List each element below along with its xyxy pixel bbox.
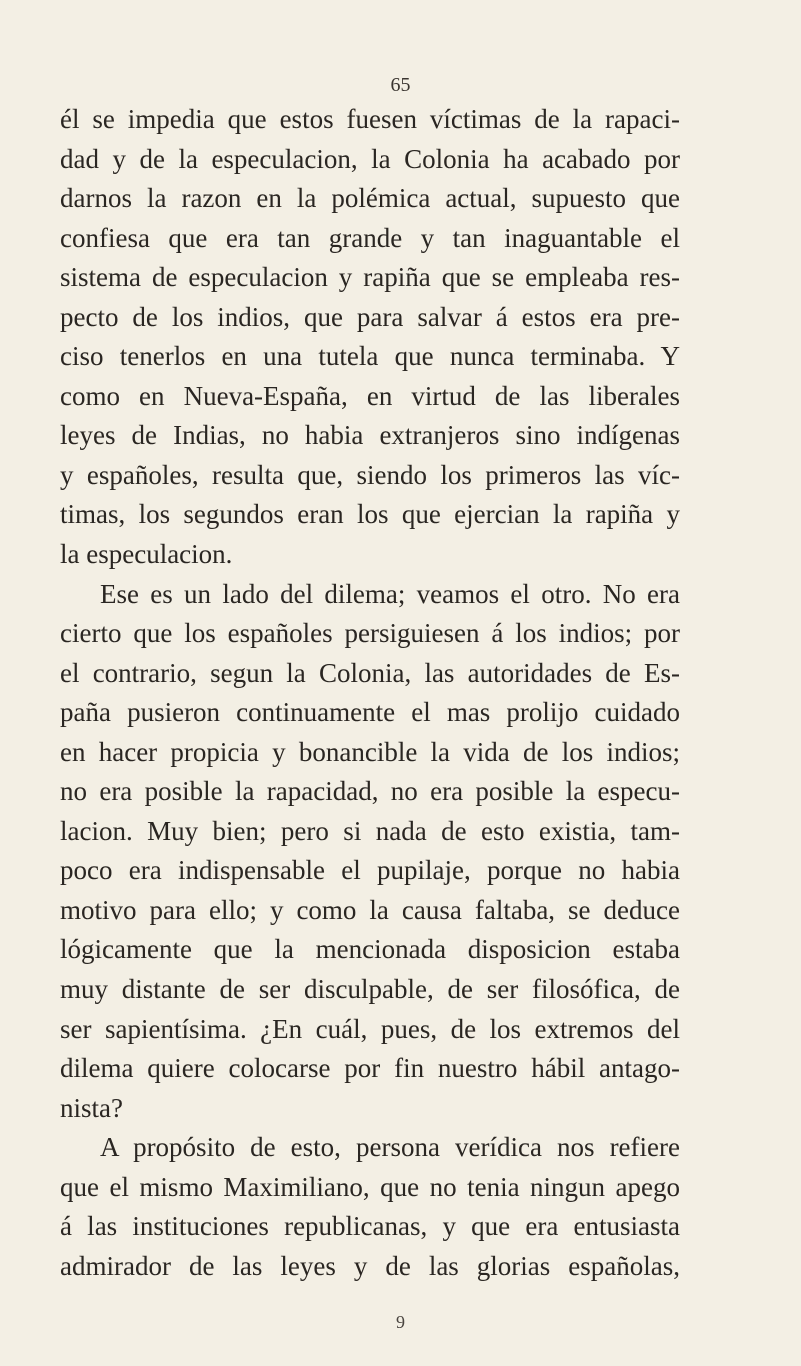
page-number: 65 [390,74,411,96]
text-line: no era posible la rapacidad, no era posible la especu- [60,776,680,807]
text-line: motivo para ello; y como la causa faltaba, se deduce [60,894,680,925]
text-line: darnos la razon en la polémica actual, supuesto que [60,183,680,214]
text-line: pecto de los indios, que para salvar á estos era pre- [60,301,680,332]
text-line: lacion. Muy bien; pero si nada de esto existia, tam- [60,815,680,846]
text-line: admirador de las leyes y de las glorias españolas, [60,1250,680,1281]
text-line: lógicamente que la mencionada disposicion estaba [60,934,680,965]
text-line: poco era indispensable el pupilaje, porque no habia [60,855,680,886]
text-line: dilema quiere colocarse por fin nuestro hábil antago- [60,1053,680,1084]
text-line: á las instituciones republicanas, y que era entusiasta [60,1211,680,1242]
text-line: leyes de Indias, no habia extranjeros sino indígenas [60,420,680,451]
text-line: sistema de especulacion y rapiña que se empleaba res- [60,262,680,293]
text-line: la especulacion. [60,539,233,570]
text-line: nista? [60,1092,123,1123]
text-line: cierto que los españoles persiguiesen á los indios; por [60,618,680,649]
text-line: en hacer propicia y bonancible la vida de los indios; [60,736,680,767]
text-line: Ese es un lado del dilema; veamos el otro. No era [100,578,680,609]
text-line: muy distante de ser disculpable, de ser filosófica, de [60,974,680,1005]
text-line: paña pusieron continuamente el mas prolijo cuidado [60,697,680,728]
text-line: ciso tenerlos en una tutela que nunca terminaba. Y [60,341,680,372]
text-line: como en Nueva-España, en virtud de las liberales [60,380,680,411]
text-line: timas, los segundos eran los que ejercian la rapiña y [60,499,680,530]
text-line: el contrario, segun la Colonia, las autoridades de Es- [60,657,680,688]
text-line: que el mismo Maximiliano, que no tenia ningun apego [60,1171,680,1202]
text-line: confiesa que era tan grande y tan inaguantable el [60,222,680,253]
text-line: ser sapientísima. ¿En cuál, pues, de los extremos del [60,1013,680,1044]
text-line: y españoles, resulta que, siendo los primeros las víc- [60,459,680,490]
text-line: A propósito de esto, persona verídica nos refiere [100,1132,680,1163]
body-text [60,100,680,1286]
text-line: dad y de la especulacion, la Colonia ha acabado por [60,143,680,174]
text-line: él se impedia que estos fuesen víctimas de la rapaci- [60,104,680,134]
signature-mark: 9 [396,1312,405,1332]
